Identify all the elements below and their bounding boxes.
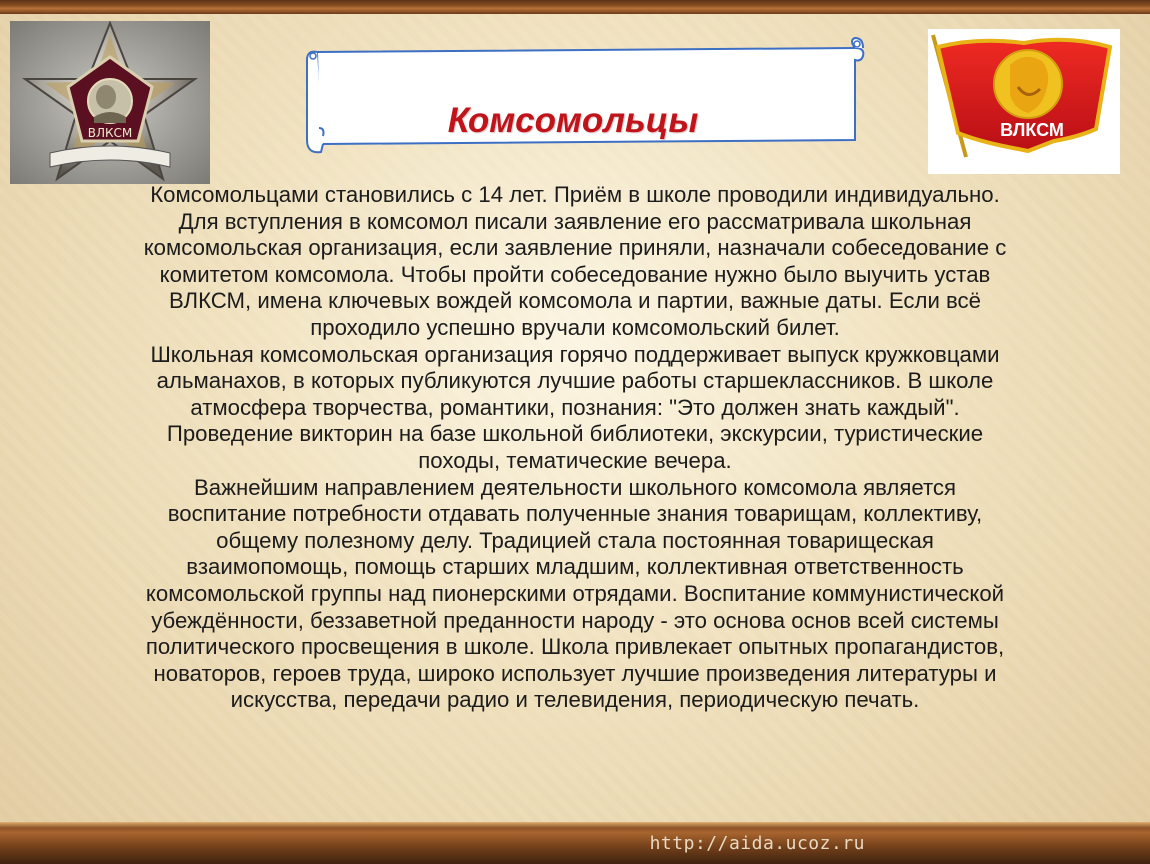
paragraph-1 <box>70 182 1080 342</box>
body-text <box>70 182 1080 714</box>
text-line: комсомольская организация, если заявление приняли, назначали собеседование с <box>143 235 1007 261</box>
site-url-watermark: http://aida.ucoz.ru <box>649 833 865 854</box>
text-line: искусства, передачи радио и телевидения, периодическую печать. <box>230 687 920 713</box>
text-line: Для вступления в комсомол писали заявление его рассматривала школьная <box>178 208 972 234</box>
text-line: убеждённости, беззаветной преданности народу - это основа основ всей системы <box>151 607 999 633</box>
bottom-wood-frame <box>0 822 1150 864</box>
vlksm-pin-badge-image <box>928 29 1120 174</box>
text-line: политического просвещения в школе. Школа привлекает опытных пропагандистов, <box>145 634 1005 660</box>
text-line: Школьная комсомольская организация горячо поддерживает выпуск кружковцами <box>150 341 1000 367</box>
text-line: атмосфера творчества, романтики, познания: "Это должен знать каждый". <box>190 394 960 420</box>
text-line: комсомольской группы над пионерскими отрядами. Воспитание коммунистической <box>145 580 1005 606</box>
badge-right-label: ВЛКСМ <box>1000 120 1064 140</box>
text-line: комитетом комсомола. Чтобы пройти собеседование нужно было выучить устав <box>159 261 991 287</box>
text-line: Важнейшим направлением деятельности школьного комсомола является <box>193 474 957 500</box>
text-line: Проведение викторин на базе школьной библиотеки, экскурсии, туристические <box>166 421 984 447</box>
text-line: новаторов, героев труда, широко использует лучшие произведения литературы и <box>153 660 997 686</box>
paragraph-3 <box>70 475 1080 714</box>
paragraph-2 <box>70 342 1080 475</box>
text-line: альманахов, в которых публикуются лучшие работы старшеклассников. В школе <box>156 368 994 394</box>
text-line: взаимопомощь, помощь старших младшим, коллективная ответственность <box>186 554 964 580</box>
text-line: общему полезному делу. Традицией стала постоянная товарищеская <box>216 527 934 553</box>
text-line: ВЛКСМ, имена ключевых вождей комсомола и партии, важные даты. Если всё <box>169 288 981 314</box>
vlksm-order-badge-image <box>10 21 210 184</box>
text-line: походы, тематические вечера. <box>418 447 732 473</box>
slide-title: Комсомольцы <box>447 101 699 140</box>
top-wood-frame <box>0 0 1150 14</box>
text-line: воспитание потребности отдавать полученные знания товарищам, коллективу, <box>167 501 983 527</box>
badge-left-label: ВЛКСМ <box>87 126 133 140</box>
text-line: Комсомольцами становились с 14 лет. Приём в школе проводили индивидуально. <box>150 182 1000 207</box>
text-line: проходило успешно вручали комсомольский билет. <box>310 314 840 340</box>
